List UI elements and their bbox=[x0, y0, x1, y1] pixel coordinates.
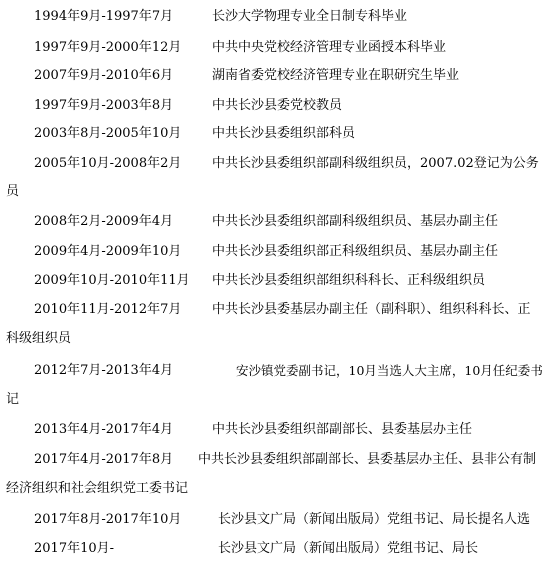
entry-date: 2009年10月-2010年11月 bbox=[34, 273, 190, 288]
entry-description-continued: 经济组织和社会组织党工委书记 bbox=[6, 481, 189, 496]
entry-date: 2017年8月-2017年10月 bbox=[34, 512, 182, 527]
entry-description: 中共长沙县委组织部副部长、县委基层办主任 bbox=[212, 422, 473, 437]
entry-date: 2017年4月-2017年8月 bbox=[34, 452, 174, 467]
entry-date: 2017年10月- bbox=[34, 541, 115, 556]
entry-date: 2009年4月-2009年10月 bbox=[34, 244, 182, 259]
entry-description-continued: 记 bbox=[6, 392, 20, 407]
entry-date: 2005年10月-2008年2月 bbox=[34, 156, 182, 171]
entry-date: 2012年7月-2013年4月 bbox=[34, 363, 174, 378]
entry-description: 中共长沙县委组织部科员 bbox=[212, 126, 356, 141]
entry-description: 中共长沙县委组织部副科级组织员，2007.02登记为公务 bbox=[212, 156, 539, 171]
entry-description: 中共长沙县委组织部副部长、县委基层办主任、县非公有制 bbox=[198, 452, 537, 467]
entry-description: 中共长沙县委组织部组织科科长、正科级组织员 bbox=[212, 273, 486, 288]
entry-date: 2013年4月-2017年4月 bbox=[34, 422, 174, 437]
entry-date: 1997年9月-2003年8月 bbox=[34, 98, 174, 113]
entry-description-continued: 科级组织员 bbox=[6, 331, 72, 346]
entry-description: 长沙大学物理专业全日制专科毕业 bbox=[212, 9, 408, 24]
entry-description: 长沙县文广局（新闻出版局）党组书记、局长 bbox=[218, 541, 479, 556]
entry-date: 2008年2月-2009年4月 bbox=[34, 214, 174, 229]
entry-description: 长沙县文广局（新闻出版局）党组书记、局长提名人选 bbox=[218, 512, 531, 527]
entry-description: 安沙镇党委副书记，10月当选人大主席，10月任纪委书 bbox=[236, 363, 543, 378]
entry-description-continued: 员 bbox=[6, 184, 20, 199]
entry-date: 2007年9月-2010年6月 bbox=[34, 68, 174, 83]
entry-description: 中共长沙县委组织部正科级组织员、基层办副主任 bbox=[212, 244, 499, 259]
entry-date: 2010年11月-2012年7月 bbox=[34, 302, 182, 317]
entry-date: 2003年8月-2005年10月 bbox=[34, 126, 182, 141]
entry-date: 1994年9月-1997年7月 bbox=[34, 9, 174, 24]
entry-description: 中共长沙县委基层办副主任（副科职）、组织科科长、正 bbox=[212, 302, 531, 317]
entry-description: 中共长沙县委组织部副科级组织员、基层办副主任 bbox=[212, 214, 499, 229]
entry-description: 中共中央党校经济管理专业函授本科毕业 bbox=[212, 40, 447, 55]
entry-description: 湖南省委党校经济管理专业在职研究生毕业 bbox=[212, 68, 460, 83]
entry-date: 1997年9月-2000年12月 bbox=[34, 40, 182, 55]
entry-description: 中共长沙县委党校教员 bbox=[212, 98, 343, 113]
